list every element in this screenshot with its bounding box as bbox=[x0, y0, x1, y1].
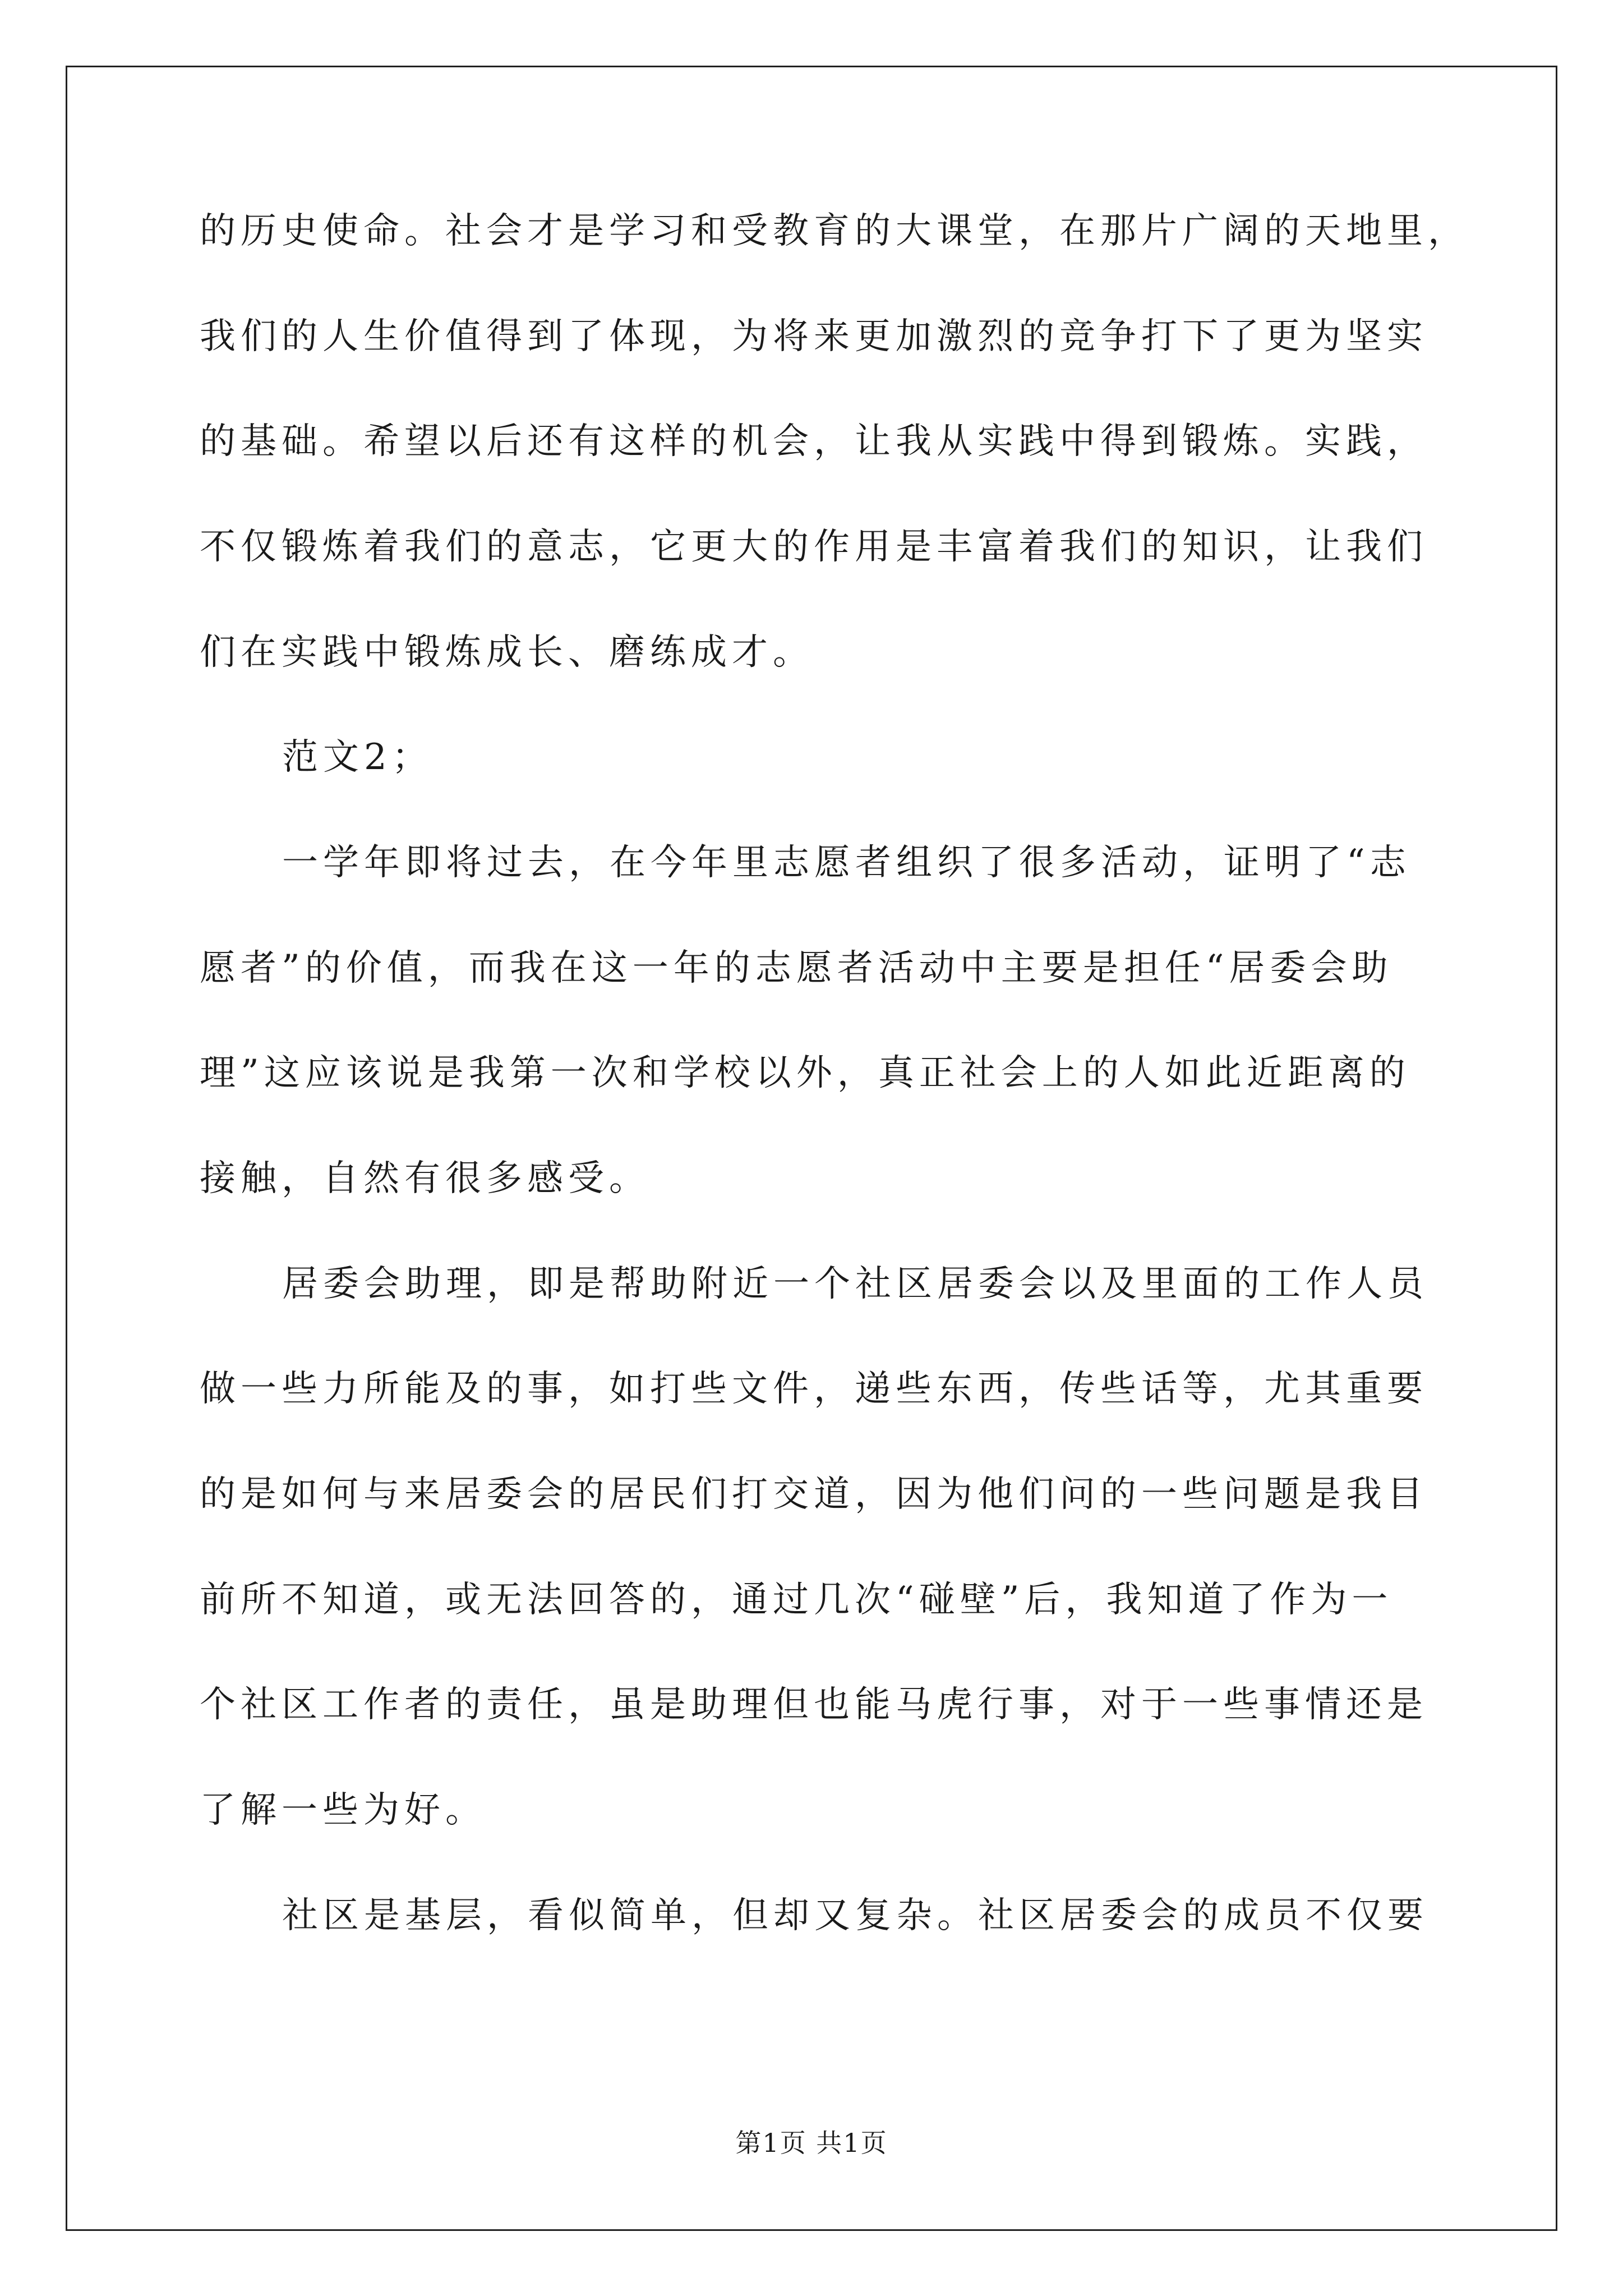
paragraph-line: 社区是基层，看似简单，但却又复杂。社区居委会的成员不仅要 bbox=[282, 1895, 1428, 1936]
paragraph-line: 的基础。希望以后还有这样的机会，让我从实践中得到锻炼。实践， bbox=[200, 421, 1428, 462]
section-heading: 范文2； bbox=[282, 737, 433, 778]
paragraph-line: 不仅锻炼着我们的意志，它更大的作用是丰富着我们的知识，让我们 bbox=[200, 526, 1428, 568]
paragraph-line: 理”这应该说是我第一次和学校以外，真正社会上的人如此近距离的 bbox=[200, 1052, 1410, 1094]
paragraph-line: 的历史使命。社会才是学习和受教育的大课堂，在那片广阔的天地里， bbox=[200, 210, 1469, 252]
paragraph-line: 做一些力所能及的事，如打些文件，递些东西，传些话等，尤其重要 bbox=[200, 1368, 1428, 1410]
paragraph-line: 们在实践中锻炼成长、磨练成才。 bbox=[200, 632, 814, 673]
paragraph-line: 接触，自然有很多感受。 bbox=[200, 1158, 650, 1199]
paragraph-line: 居委会助理，即是帮助附近一个社区居委会以及里面的工作人员 bbox=[282, 1263, 1428, 1305]
paragraph-line: 前所不知道，或无法回答的，通过几次“碰壁”后，我知道了作为一 bbox=[200, 1579, 1393, 1621]
paragraph-line: 一学年即将过去，在今年里志愿者组织了很多活动，证明了“志 bbox=[282, 842, 1411, 884]
paragraph-line: 我们的人生价值得到了体现，为将来更加激烈的竞争打下了更为坚实 bbox=[200, 316, 1428, 357]
paragraph-line: 的是如何与来居委会的居民们打交道，因为他们问的一些问题是我目 bbox=[200, 1474, 1428, 1515]
paragraph-line: 了解一些为好。 bbox=[200, 1789, 486, 1831]
paragraph-line: 个社区工作者的责任，虽是助理但也能马虎行事，对于一些事情还是 bbox=[200, 1684, 1428, 1726]
paragraph-line: 愿者”的价值，而我在这一年的志愿者活动中主要是担任“居委会助 bbox=[200, 947, 1393, 989]
page-number-footer: 第1页 共1页 bbox=[735, 2128, 888, 2158]
